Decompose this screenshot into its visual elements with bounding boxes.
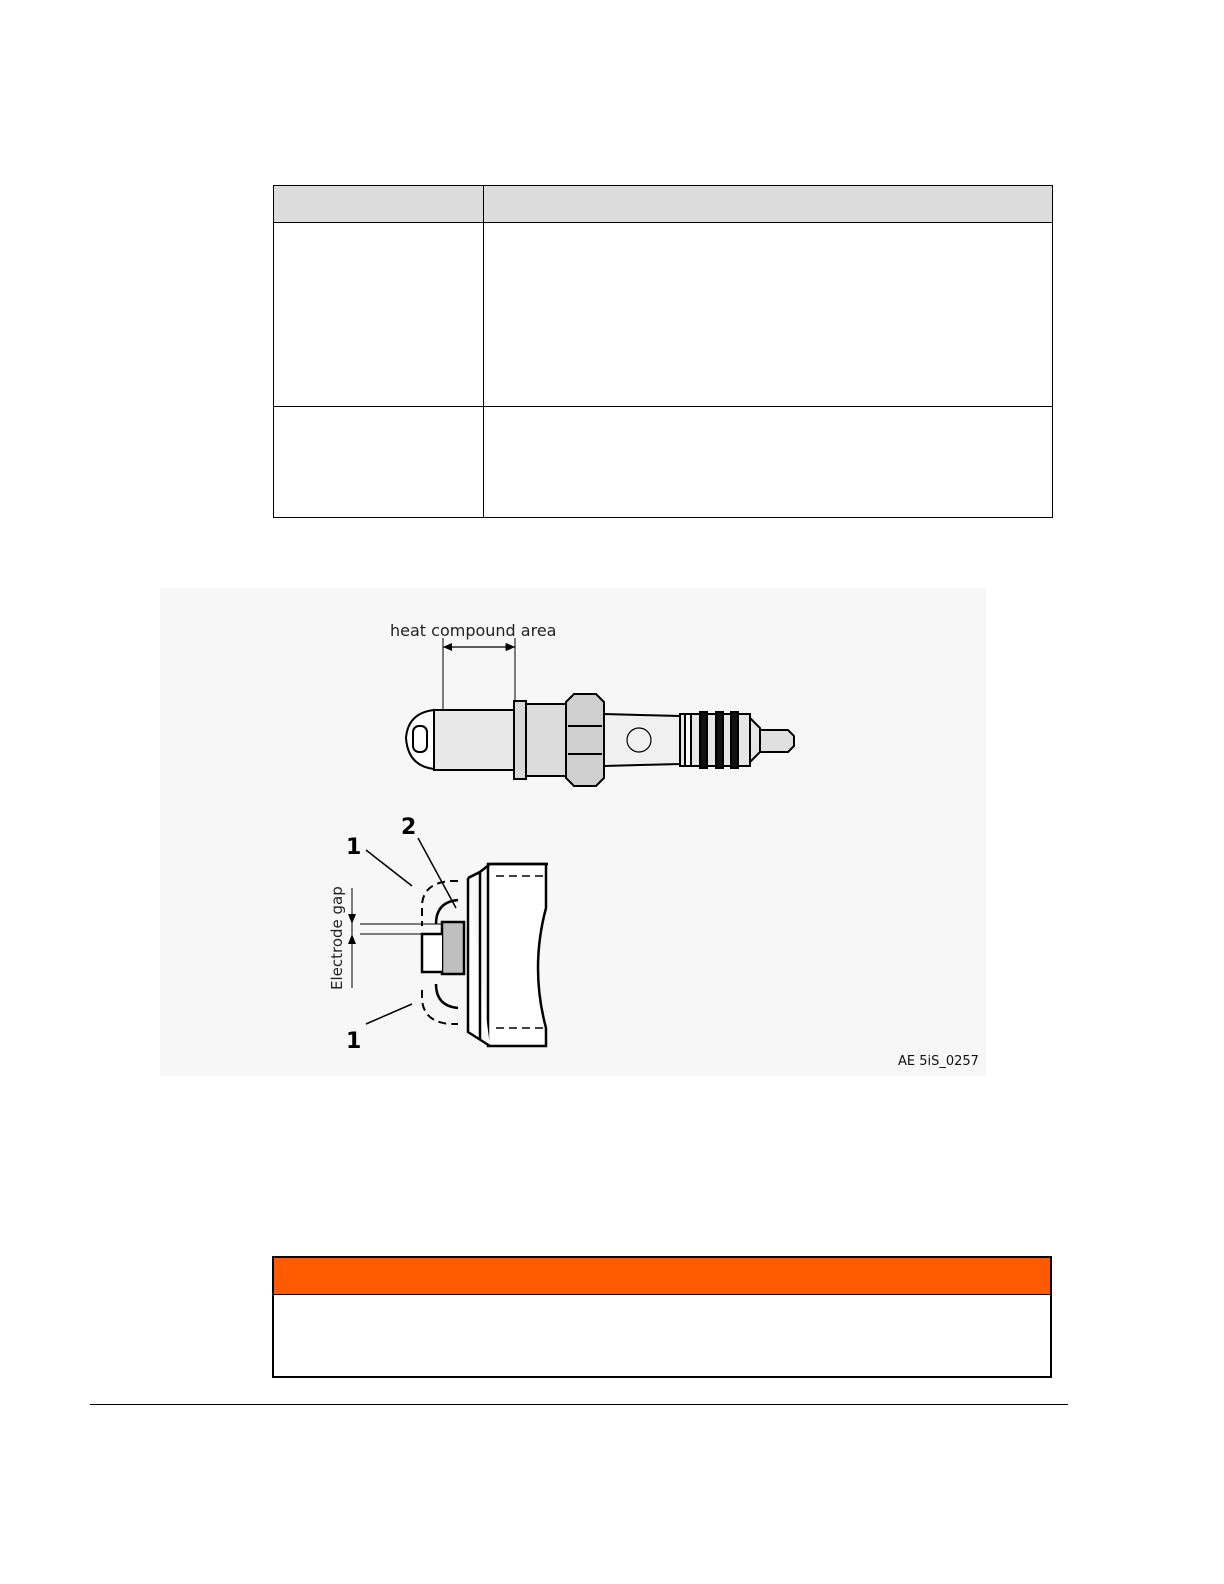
footer-rule	[90, 1404, 1068, 1405]
electrode-detail	[348, 838, 548, 1046]
heat-compound-label: heat compound area	[390, 621, 557, 640]
spec-table-row-divider	[274, 406, 1052, 407]
callout-2: 2	[401, 815, 417, 840]
spec-table-header	[274, 186, 1052, 223]
warning-box	[272, 1256, 1052, 1378]
spark-plug-figure	[160, 588, 986, 1076]
spark-plug-side-view	[406, 694, 794, 786]
figure-id: AE 5iS_0257	[898, 1054, 979, 1069]
warning-header-band	[274, 1258, 1050, 1295]
callout-1-bottom: 1	[346, 1029, 362, 1054]
electrode-gap-label: Electrode gap	[328, 886, 346, 990]
callout-1-top: 1	[346, 835, 362, 860]
spec-table	[273, 185, 1053, 518]
spec-table-column-divider	[483, 186, 484, 517]
